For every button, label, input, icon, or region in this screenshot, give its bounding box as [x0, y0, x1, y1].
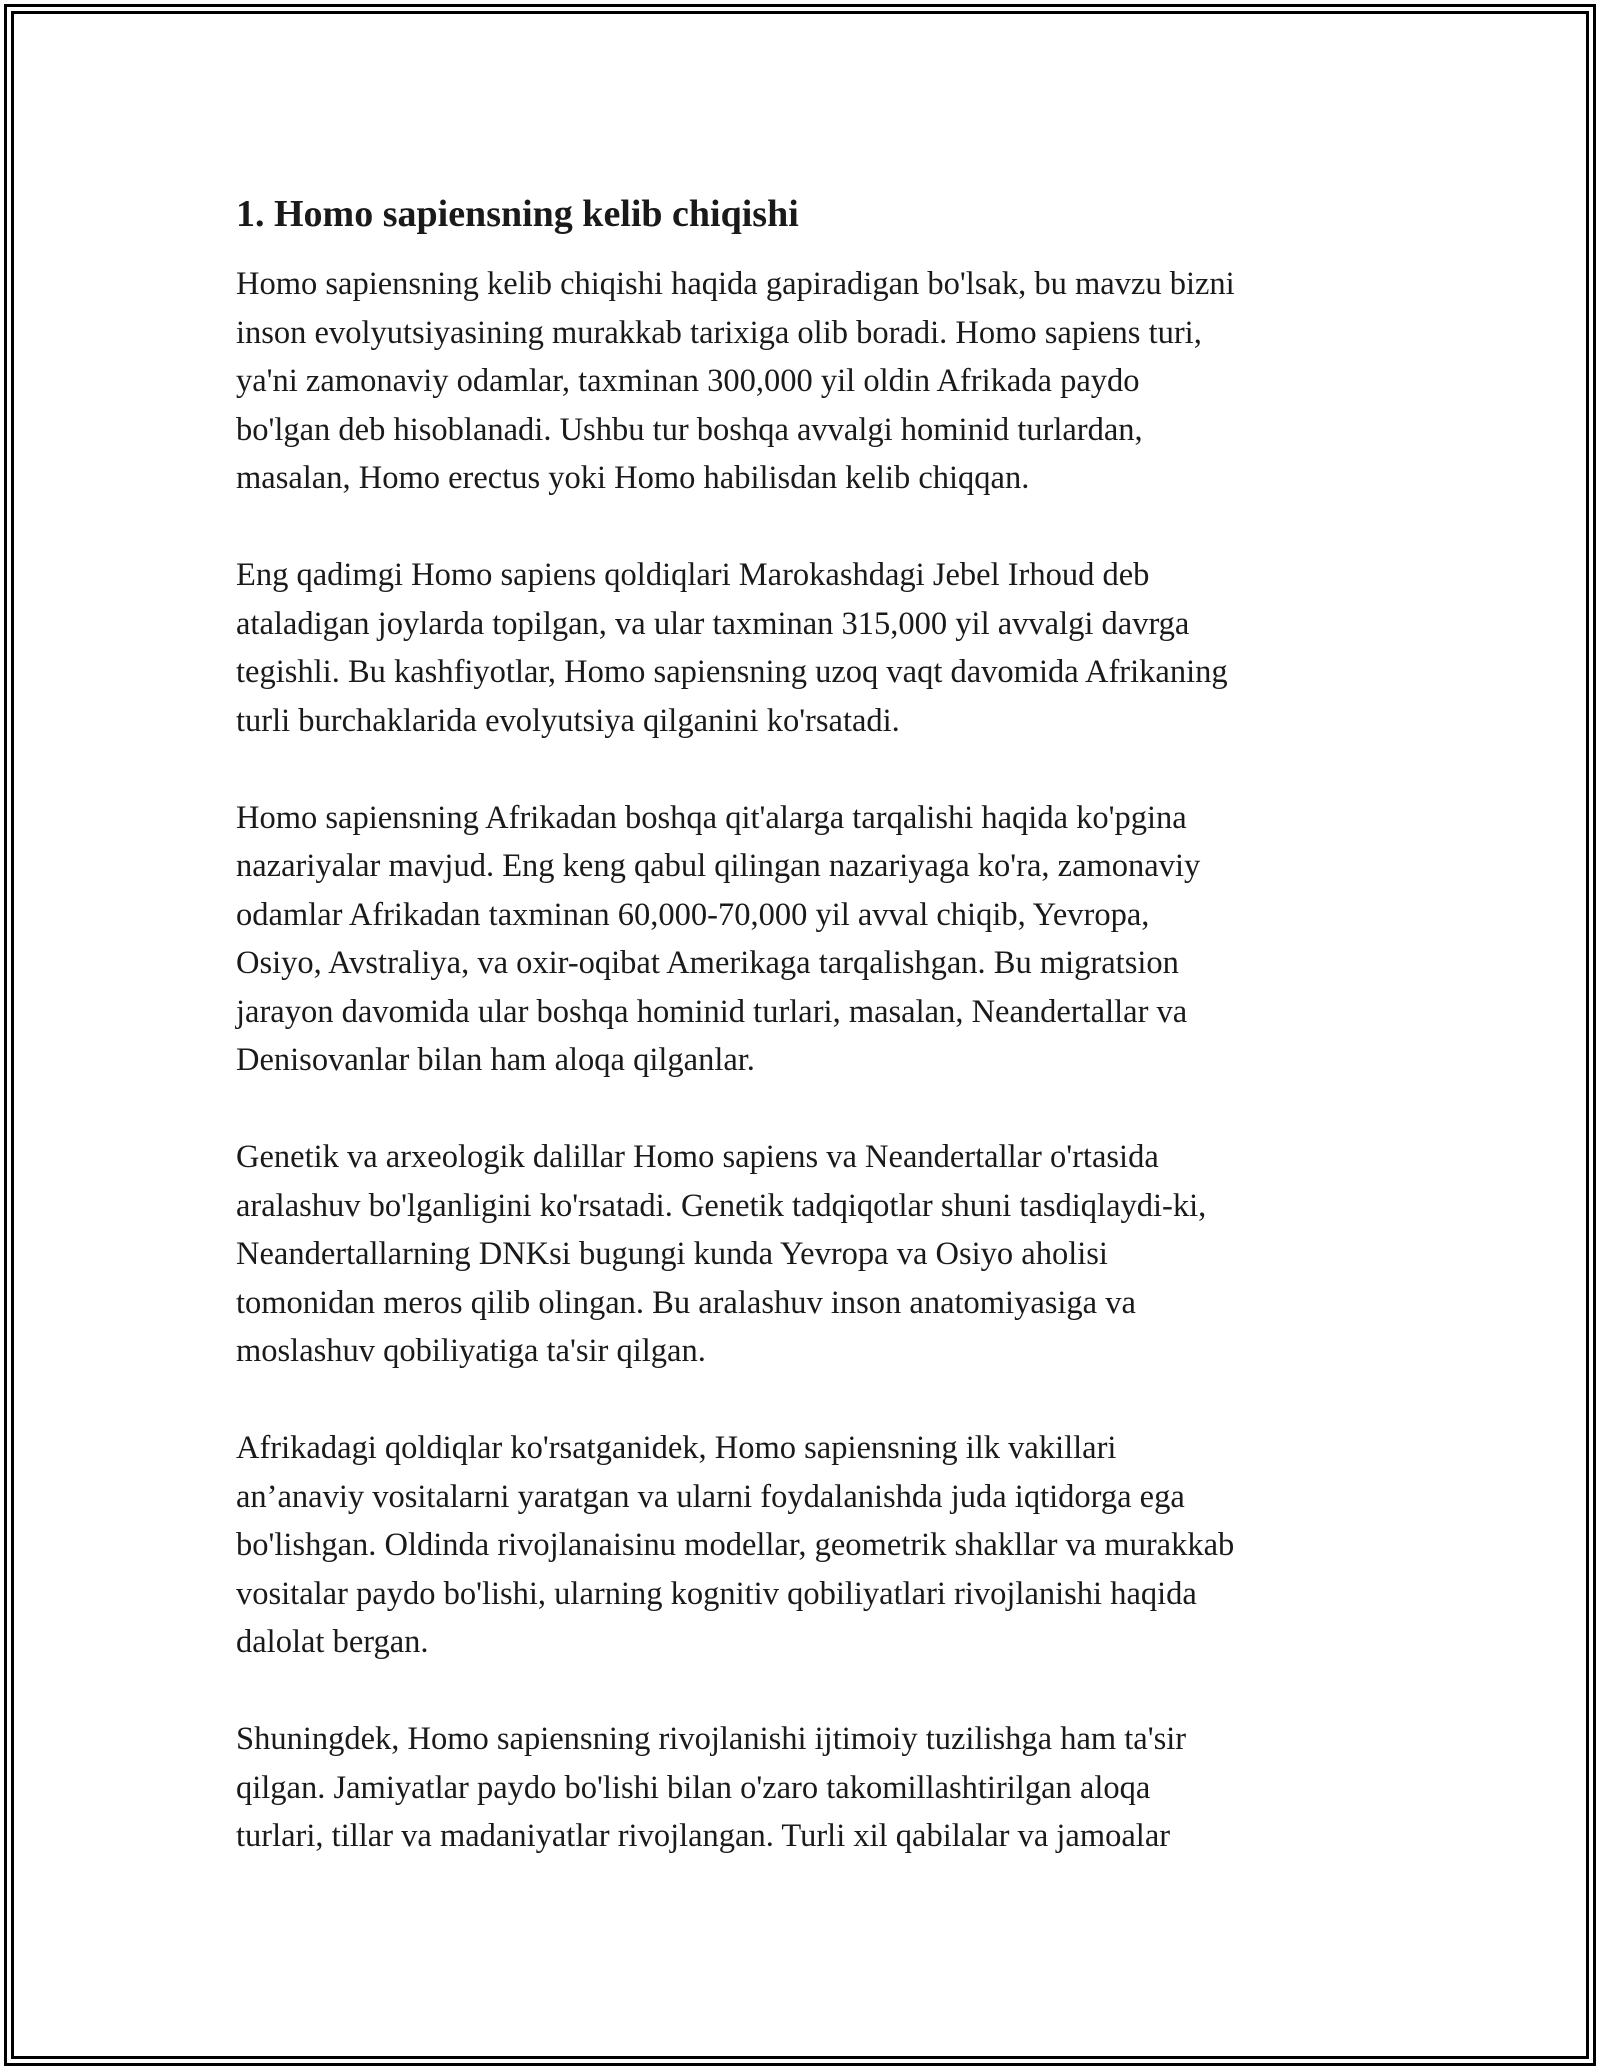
- text-line: Neandertallarning DNKsi bugungi kunda Yevropa va Osiyo aholisi: [236, 1236, 1108, 1272]
- text-line: ataladigan joylarda topilgan, va ular taxminan 315,000 yil avvalgi davrga: [236, 605, 1190, 642]
- text-line: Osiyo, Avstraliya, va oxir-oqibat Amerikaga tarqalishgan. Bu migratsion: [236, 945, 1179, 981]
- text-line: qilgan. Jamiyatlar paydo bo'lishi bilan o'zaro takomillashtirilgan aloqa: [236, 1769, 1151, 1806]
- text-line: bo'lgan deb hisoblanadi. Ushbu tur boshqa avvalgi hominid turlardan,: [236, 411, 1143, 448]
- text-line: masalan, Homo erectus yoki Homo habilisdan kelib chiqqan.: [236, 460, 1030, 496]
- text-line: odamlar Afrikadan taxminan 60,000-70,000 yil avval chiqib, Yevropa,: [236, 896, 1150, 933]
- text-line: inson evolyutsiyasining murakkab tarixiga olib boradi. Homo sapiens turi,: [236, 314, 1202, 351]
- paragraph-3: [236, 794, 1376, 1085]
- paragraph-6: [236, 1715, 1376, 1861]
- text-line: turlari, tillar va madaniyatlar rivojlangan. Turli xil qabilalar va jamoalar: [236, 1818, 1171, 1854]
- text-line: moslashuv qobiliyatiga ta'sir qilgan.: [236, 1333, 706, 1369]
- text-line: vositalar paydo bo'lishi, ularning kognitiv qobiliyatlari rivojlanishi haqida: [236, 1575, 1197, 1612]
- section-heading: 1. Homo sapiensning kelib chiqishi: [236, 193, 799, 235]
- paragraph-1: [236, 260, 1376, 503]
- text-line: aralashuv bo'lganligini ko'rsatadi. Genetik tadqiqotlar shuni tasdiqlaydi-ki,: [236, 1187, 1207, 1224]
- text-line: dalolat bergan.: [236, 1624, 429, 1660]
- text-line: Eng qadimgi Homo sapiens qoldiqlari Marokashdagi Jebel Irhoud deb: [236, 557, 1150, 593]
- text-line: Afrikadagi qoldiqlar ko'rsatganidek, Homo sapiensning ilk vakillari: [236, 1430, 1117, 1466]
- text-line: turli burchaklarida evolyutsiya qilganini ko'rsatadi.: [236, 702, 900, 739]
- text-line: an’anaviy vositalarni yaratgan va ularni foydalanishda juda iqtidorga ega: [236, 1478, 1185, 1515]
- paragraph-4: [236, 1133, 1376, 1376]
- text-line: tomonidan meros qilib olingan. Bu aralashuv inson anatomiyasiga va: [236, 1284, 1136, 1321]
- paragraph-5: [236, 1424, 1376, 1667]
- text-line: Denisovanlar bilan ham aloqa qilganlar.: [236, 1042, 755, 1078]
- text-line: Shuningdek, Homo sapiensning rivojlanishi ijtimoiy tuzilishga ham ta'sir: [236, 1721, 1187, 1757]
- text-line: Homo sapiensning Afrikadan boshqa qit'alarga tarqalishi haqida ko'pgina: [236, 799, 1187, 836]
- text-line: jarayon davomida ular boshqa hominid turlari, masalan, Neandertallar va: [236, 993, 1188, 1030]
- paragraph-2: [236, 551, 1376, 745]
- text-line: Genetik va arxeologik dalillar Homo sapiens va Neandertallar o'rtasida: [236, 1139, 1159, 1175]
- text-line: bo'lishgan. Oldinda rivojlanaisinu modellar, geometrik shakllar va murakkab: [236, 1527, 1235, 1563]
- text-line: Homo sapiensning kelib chiqishi haqida gapiradigan bo'lsak, bu mavzu bizni: [236, 266, 1235, 302]
- document-body: [236, 186, 1376, 1909]
- text-line: ya'ni zamonaviy odamlar, taxminan 300,000 yil oldin Afrikada paydo: [236, 363, 1140, 399]
- text-line: nazariyalar mavjud. Eng keng qabul qilingan nazariyaga ko'ra, zamonaviy: [236, 848, 1201, 884]
- text-line: tegishli. Bu kashfiyotlar, Homo sapiensning uzoq vaqt davomida Afrikaning: [236, 654, 1228, 690]
